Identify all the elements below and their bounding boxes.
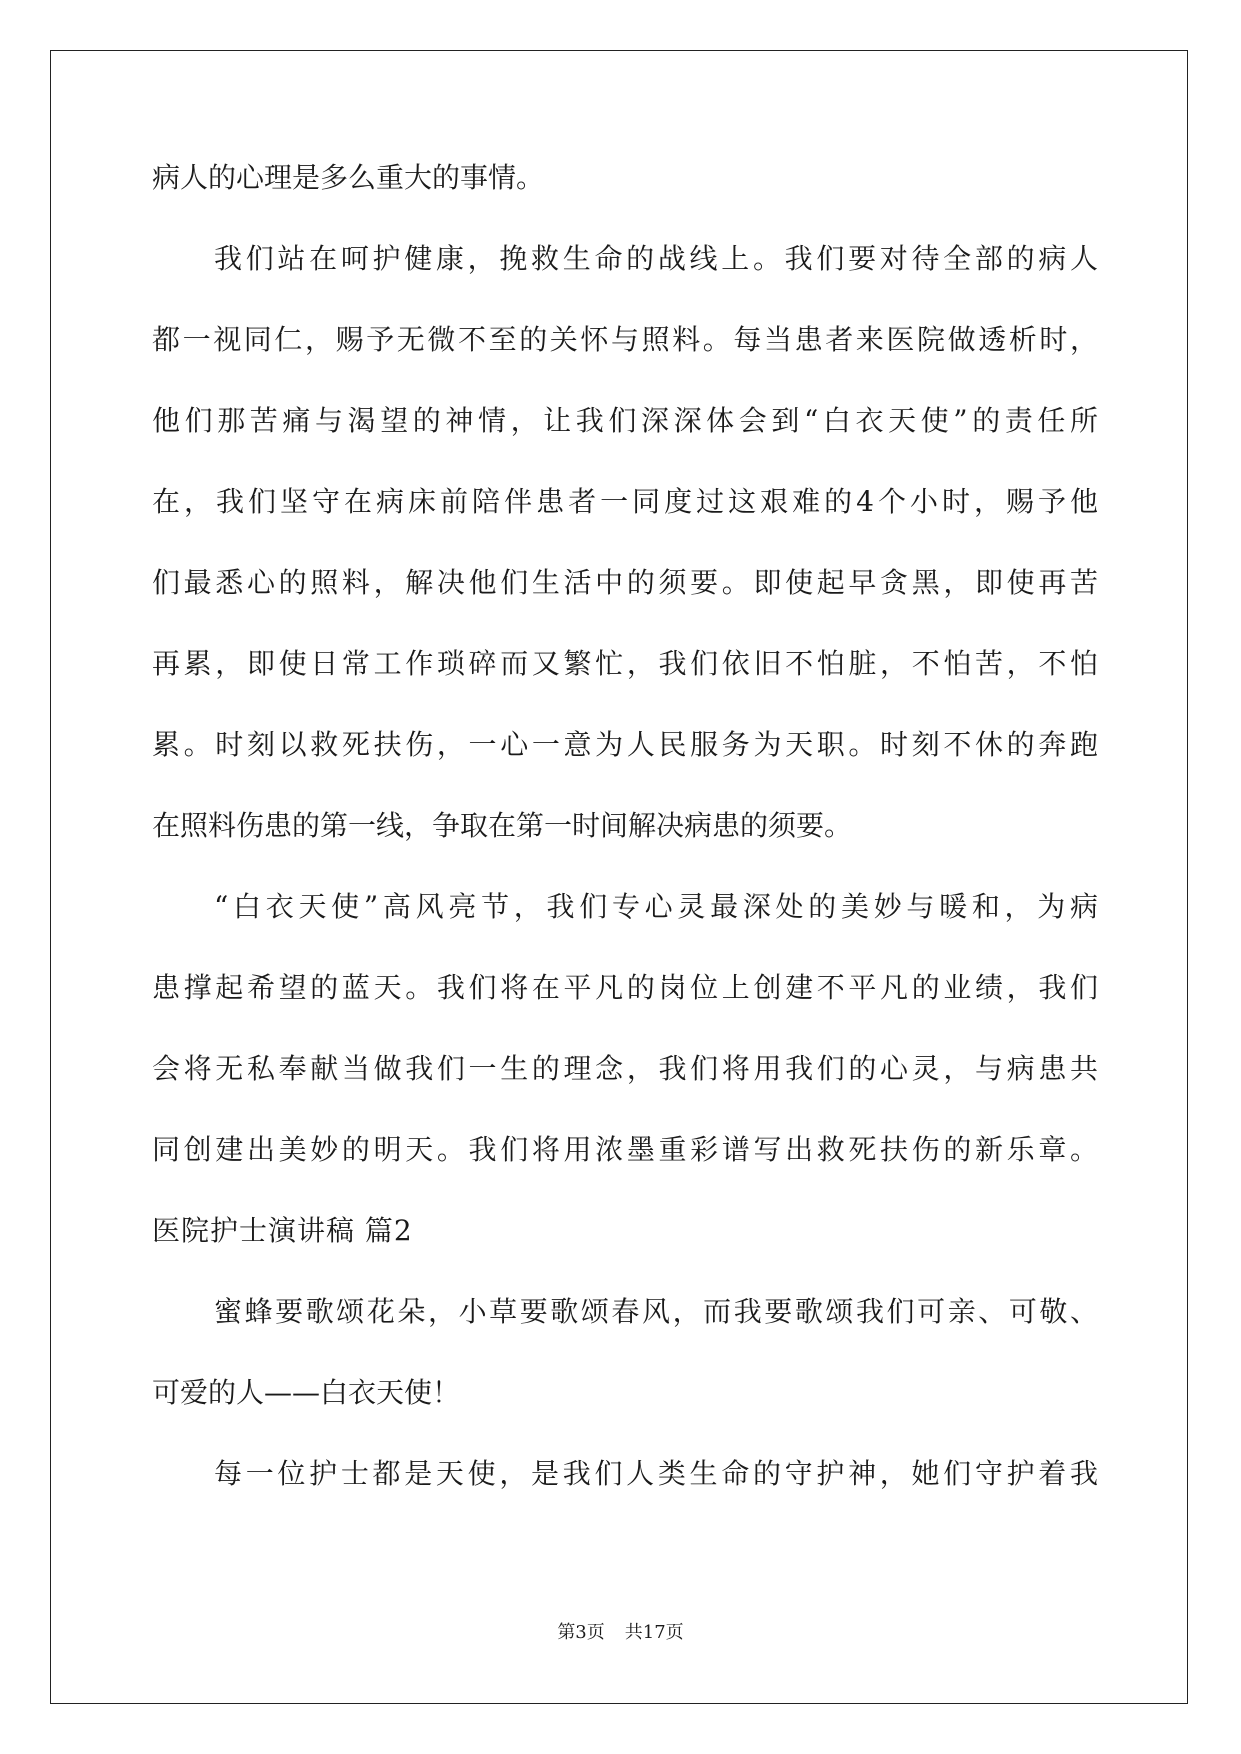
page-number: 第3页 <box>557 1622 605 1643</box>
text-line: 病人的心理是多么重大的事情。 <box>152 161 545 194</box>
page-total: 共17页 <box>624 1622 684 1643</box>
text-line: 会将无私奉献当做我们一生的理念，我们将用我们的心灵，与病患共 <box>152 1052 1098 1085</box>
text-line: 们最悉心的照料，解决他们生活中的须要。即使起早贪黑，即使再苦 <box>152 566 1098 599</box>
text-line: “白衣天使”高风亮节，我们专心灵最深处的美妙与暖和，为病 <box>214 890 1098 923</box>
document-body <box>152 160 1098 1537</box>
text-line: 他们那苦痛与渴望的神情，让我们深深体会到“白衣天使”的责任所 <box>152 404 1098 437</box>
text-line: 每一位护士都是天使，是我们人类生命的守护神，她们守护着我 <box>214 1457 1098 1490</box>
text-line: 累。时刻以救死扶伤，一心一意为人民服务为天职。时刻不休的奔跑 <box>152 728 1098 761</box>
text-line: 在，我们坚守在病床前陪伴患者一同度过这艰难的4个小时，赐予他 <box>152 485 1098 518</box>
text-line: 患撑起希望的蓝天。我们将在平凡的岗位上创建不平凡的业绩，我们 <box>152 971 1098 1004</box>
text-line: 再累，即使日常工作琐碎而又繁忙，我们依旧不怕脏，不怕苦，不怕 <box>152 647 1098 680</box>
page-footer <box>0 1618 1241 1644</box>
text-line: 蜜蜂要歌颂花朵，小草要歌颂春风，而我要歌颂我们可亲、可敬、 <box>214 1295 1098 1328</box>
text-line: 可爱的人——白衣天使！ <box>152 1376 461 1409</box>
text-line: 在照料伤患的第一线，争取在第一时间解决病患的须要。 <box>152 809 853 842</box>
text-line: 我们站在呵护健康，挽救生命的战线上。我们要对待全部的病人 <box>214 242 1098 275</box>
text-line: 都一视同仁，赐予无微不至的关怀与照料。每当患者来医院做透析时， <box>152 323 1098 356</box>
section-heading: 医院护士演讲稿 篇2 <box>152 1214 413 1247</box>
text-line: 同创建出美妙的明天。我们将用浓墨重彩谱写出救死扶伤的新乐章。 <box>152 1133 1098 1166</box>
